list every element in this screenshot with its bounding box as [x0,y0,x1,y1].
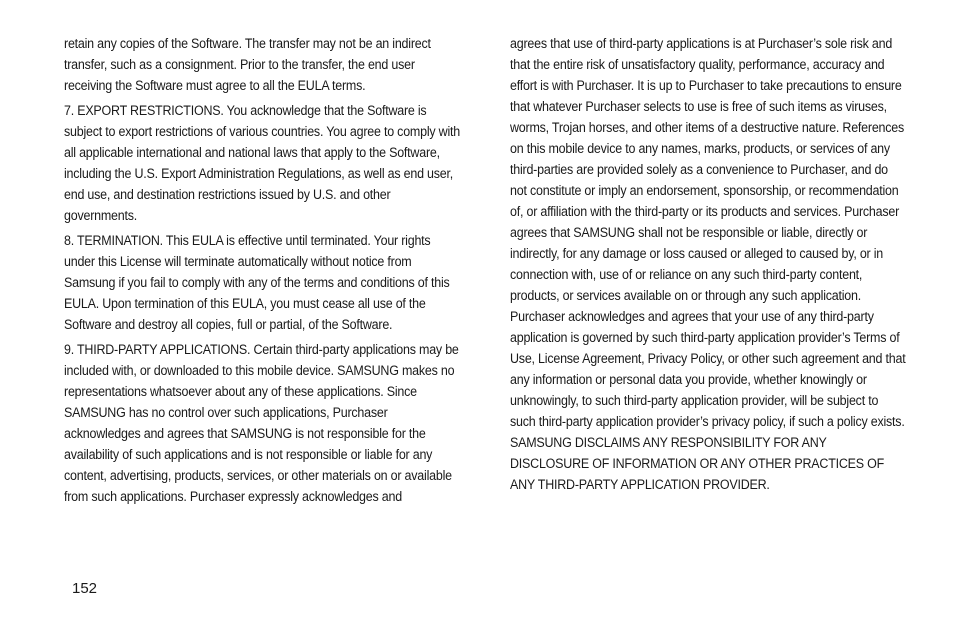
paragraph-third-party-continued: agrees that use of third-party applications is at Purchaser’s sole risk and that the entire risk of unsatisfactory quality, performance, accuracy and effort is with Purchaser. It is up to Purchaser to take precautions to ensure that whatever Purchaser selects to use is free of such items as viruses, worms, Trojan horses, and other items of a destructive nature. References on this mobile device to any names, marks, products, or services of any third-parties are provided solely as a convenience to Purchaser, and do not constitute or imply an endorsement, sponsorship, or recommendation of, or affiliation with the third-party or its products and services. Purchaser agrees that SAMSUNG shall not be responsible or liable, directly or indirectly, for any damage or loss caused or alleged to caused by, or in connection with, use of or reliance on any such third-party content, products, or services available on or through any such application. Purchaser acknowledges and agrees that your use of any third-party application is governed by such third-party application provider’s Terms of Use, License Agreement, Privacy Policy, or other such agreement and that any information or personal data you provide, whether knowingly or unknowingly, to such third-party application provider, will be subject to such third-party application provider’s privacy policy, if such a policy exists. SAMSUNG DISCLAIMS ANY RESPONSIBILITY FOR ANY DISCLOSURE OF INFORMATION OR ANY OTHER PRACTICES OF ANY THIRD-PARTY APPLICATION PROVIDER. [510,36,906,493]
left-column [64,34,460,512]
paragraph-export-restrictions: 7. EXPORT RESTRICTIONS. You acknowledge that the Software is subject to export restrictions of various countries. You agree to comply with all applicable international and national laws that apply to the Software, including the U.S. Export Administration Regulations, as well as end user, end use, and destination restrictions issued by U.S. and other governments. [64,103,460,224]
right-column [510,34,906,500]
paragraph-third-party-applications: 9. THIRD-PARTY APPLICATIONS. Certain third-party applications may be included with, or downloaded to this mobile device. SAMSUNG makes no representations whatsoever about any of these applications. Since SAMSUNG has no control over such applications, Purchaser acknowledges and agrees that SAMSUNG is not responsible for the availability of such applications and is not responsible or liable for any content, advertising, products, services, or other materials on or available from such applications. Purchaser expressly acknowledges and [64,342,459,505]
paragraph-transfer-continued: retain any copies of the Software. The transfer may not be an indirect transfer, such as a consignment. Prior to the transfer, the end user receiving the Software must agree to all the EULA terms. [64,36,431,94]
page-number: 152 [72,580,98,597]
paragraph-termination: 8. TERMINATION. This EULA is effective until terminated. Your rights under this License will terminate automatically without notice from Samsung if you fail to comply with any of the terms and conditions of this EULA. Upon termination of this EULA, you must cease all use of the Software and destroy all copies, full or partial, of the Software. [64,233,450,333]
